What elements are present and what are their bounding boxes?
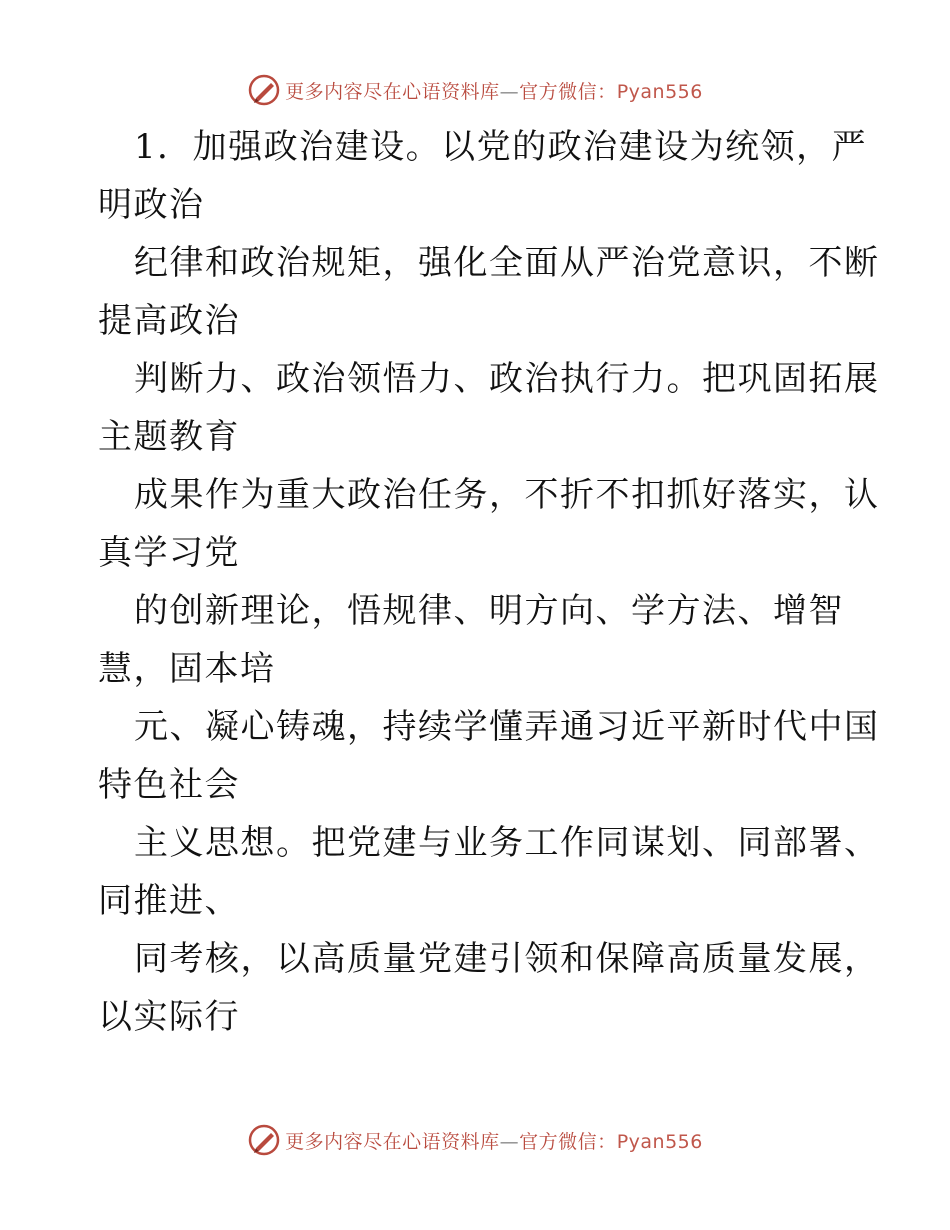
watermark-label: 更多内容尽在心语资料库 (285, 80, 500, 103)
paragraph-line: 主义思想。把党建与业务工作同谋划、同部署、 (134, 823, 880, 863)
paragraph-line: 以实际行 (98, 997, 240, 1037)
paragraph-line: 慧，固本培 (98, 649, 276, 689)
watermark-separator: — (499, 1130, 520, 1153)
paragraph-line: 的创新理论，悟规律、明方向、学方法、增智 (134, 591, 844, 631)
paragraph-line: 明政治 (98, 185, 205, 225)
paragraph-line: 判断力、政治领悟力、政治执行力。把巩固拓展 (134, 359, 880, 399)
paragraph-line: 同推进、 (98, 881, 240, 921)
paragraph-line: 1．加强政治建设。以党的政治建设为统领，严 (134, 127, 868, 167)
watermark-separator: — (499, 80, 520, 103)
header-watermark (0, 70, 950, 110)
pen-logo-icon (247, 1123, 281, 1157)
paragraph-line: 同考核，以高质量党建引领和保障高质量发展， (134, 939, 880, 979)
paragraph-line: 主题教育 (98, 417, 240, 457)
pen-logo-icon (247, 73, 281, 107)
paragraph-line: 成果作为重大政治任务，不折不扣抓好落实，认 (134, 475, 880, 515)
watermark-wechat-label: 官方微信： (519, 80, 617, 103)
watermark-label: 更多内容尽在心语资料库 (285, 1130, 500, 1153)
watermark-wechat-label: 官方微信： (519, 1130, 617, 1153)
paragraph-line: 元、凝心铸魂，持续学懂弄通习近平新时代中国 (134, 707, 880, 747)
paragraph-line: 真学习党 (98, 533, 240, 573)
footer-watermark (0, 1120, 950, 1160)
paragraph-line: 纪律和政治规矩，强化全面从严治党意识，不断 (134, 243, 880, 283)
document-body (98, 118, 880, 1046)
paragraph-line: 提高政治 (98, 301, 240, 341)
paragraph-line: 特色社会 (98, 765, 240, 805)
watermark-wechat-id: Pyan556 (616, 1130, 703, 1153)
watermark-wechat-id: Pyan556 (616, 80, 703, 103)
